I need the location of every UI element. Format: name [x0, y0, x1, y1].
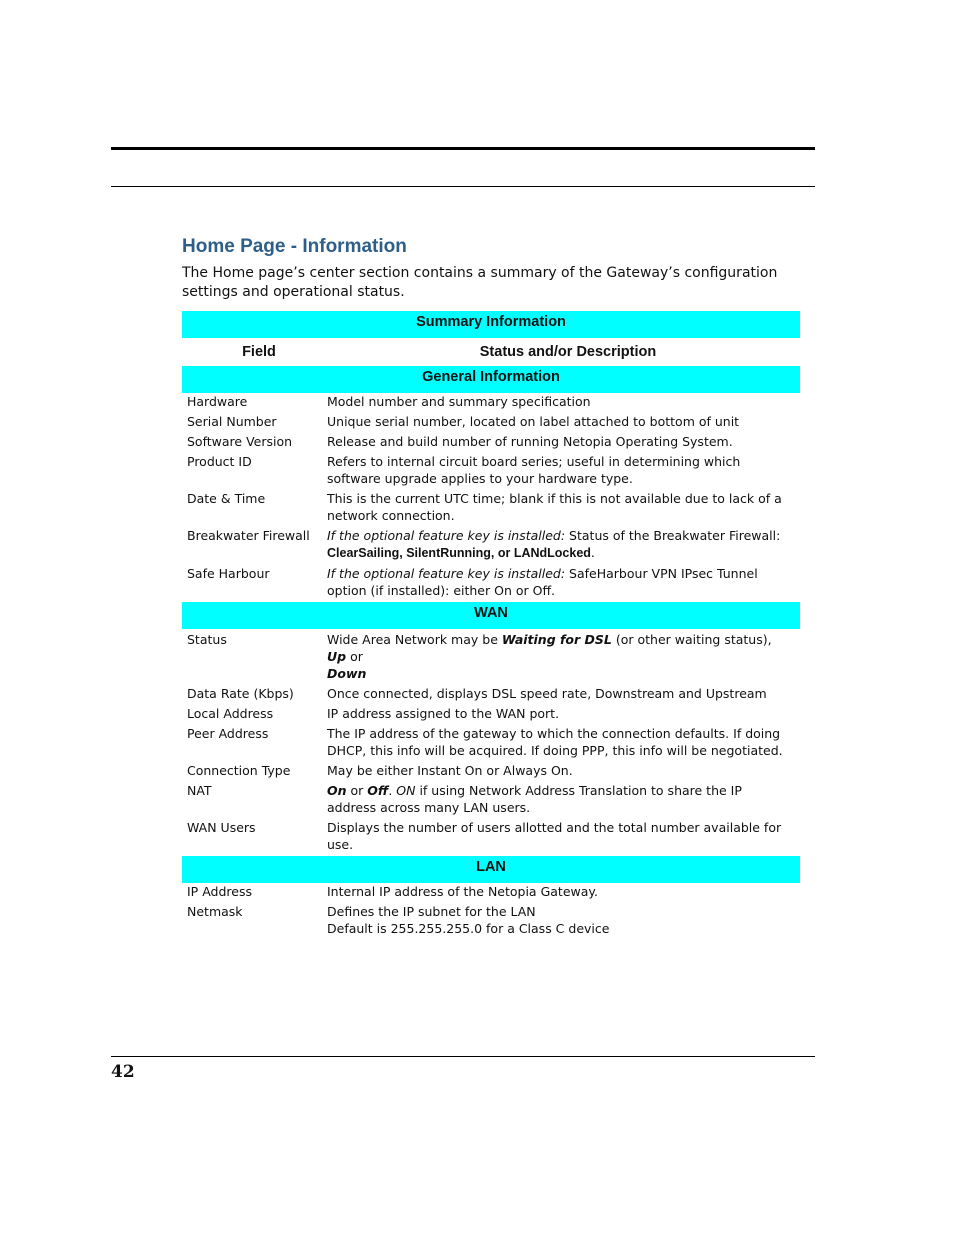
field-cell: IP Address — [187, 884, 252, 899]
table-row — [182, 685, 800, 702]
field-cell: Serial Number — [187, 414, 277, 429]
description-cell: Release and build number of running Netopia Operating System. — [327, 434, 733, 449]
wan-section-band: WAN — [182, 602, 800, 629]
field-cell: Connection Type — [187, 763, 291, 778]
field-cell: Software Version — [187, 434, 293, 449]
table-row — [182, 762, 800, 779]
table-row — [182, 565, 800, 599]
italic-text: If the optional feature key is installed: — [327, 528, 566, 543]
field-cell: Peer Address — [187, 726, 269, 741]
wan-rows — [182, 629, 800, 853]
italic-text: If the optional feature key is installed: — [327, 566, 566, 581]
text: . — [388, 783, 397, 798]
bold-italic-text: Off — [367, 783, 389, 798]
field-cell: Netmask — [187, 904, 243, 919]
table-row — [182, 903, 800, 937]
field-cell: Hardware — [187, 394, 248, 409]
field-cell: WAN Users — [187, 820, 256, 835]
bold-italic-text: Waiting for DSL — [501, 632, 612, 647]
description-cell: The IP address of the gateway to which the connection defaults. If doing DHCP, this info will be acquired. If doing PPP, this info will be negotiated. — [327, 726, 783, 758]
text: Status of the Breakwater Firewall: — [565, 528, 781, 543]
field-cell: Data Rate (Kbps) — [187, 686, 294, 701]
bold-italic-text: On — [327, 783, 347, 798]
text: SafeHarbour VPN IPsec Tunnel option (if installed): either On or Off. — [327, 566, 758, 598]
table-row — [182, 782, 800, 816]
intro-paragraph: The Home page’s center section contains a summary of the Gateway’s configuration settings and operational status. — [182, 265, 778, 300]
header-rule-thick — [111, 147, 815, 150]
field-cell: Safe Harbour — [187, 566, 270, 581]
field-cell: NAT — [187, 783, 212, 798]
table-row — [182, 819, 800, 853]
text: (or other waiting status), — [611, 632, 772, 647]
field-cell: Product ID — [187, 454, 252, 469]
description-cell — [327, 565, 800, 599]
bold-italic-text: Down — [327, 666, 367, 681]
text: Default is 255.255.255.0 for a Class C device — [327, 921, 610, 936]
field-cell: Local Address — [187, 706, 274, 721]
description-cell: Internal IP address of the Netopia Gateway. — [327, 884, 598, 899]
description-cell: Once connected, displays DSL speed rate, Downstream and Upstream — [327, 686, 767, 701]
table-title-band: Summary Information — [182, 311, 800, 338]
summary-table — [182, 311, 800, 940]
column-header-row — [182, 338, 800, 366]
italic-text: ON — [396, 783, 416, 798]
description-cell — [327, 903, 800, 937]
page-number: 42 — [111, 1062, 135, 1082]
text: or — [346, 649, 363, 664]
text: Wide Area Network may be — [327, 632, 502, 647]
table-row — [182, 631, 800, 682]
table-row — [182, 413, 800, 430]
table-row — [182, 433, 800, 450]
description-cell: Displays the number of users allotted and the total number available for use. — [327, 820, 782, 852]
text: if using Network Address Translation to share the IP address across many LAN users. — [327, 783, 742, 815]
lan-rows — [182, 883, 800, 937]
field-cell: Breakwater Firewall — [187, 528, 310, 543]
section-heading: Home Page - Information — [182, 236, 407, 257]
bold-text: ClearSailing, SilentRunning, or LANdLocked — [327, 546, 591, 560]
description-cell: IP address assigned to the WAN port. — [327, 706, 560, 721]
description-cell — [327, 782, 800, 816]
description-cell: May be either Instant On or Always On. — [327, 763, 573, 778]
table-row — [182, 725, 800, 759]
lan-section-band: LAN — [182, 856, 800, 883]
table-row — [182, 883, 800, 900]
field-cell: Status — [187, 632, 227, 647]
table-row — [182, 393, 800, 410]
text: . — [590, 545, 595, 560]
table-row — [182, 490, 800, 524]
table-row — [182, 705, 800, 722]
general-section-band: General Information — [182, 366, 800, 393]
description-cell: This is the current UTC time; blank if this is not available due to lack of a network connection. — [327, 491, 782, 523]
field-cell: Date & Time — [187, 491, 266, 506]
description-cell — [327, 631, 800, 682]
description-cell: Model number and summary specification — [327, 394, 591, 409]
bold-italic-text: Up — [327, 649, 347, 664]
footer-rule — [111, 1056, 815, 1057]
description-cell — [327, 527, 800, 562]
table-row — [182, 453, 800, 487]
text: or — [346, 783, 368, 798]
column-header-field: Field — [242, 344, 276, 360]
table-row — [182, 527, 800, 562]
column-header-description: Status and/or Description — [479, 344, 657, 360]
general-rows — [182, 393, 800, 599]
header-rule-thin — [111, 186, 815, 187]
description-cell: Unique serial number, located on label attached to bottom of unit — [327, 414, 740, 429]
text: Defines the IP subnet for the LAN — [327, 904, 536, 919]
description-cell: Refers to internal circuit board series; useful in determining which software upgrade applies to your hardware type. — [327, 454, 741, 486]
